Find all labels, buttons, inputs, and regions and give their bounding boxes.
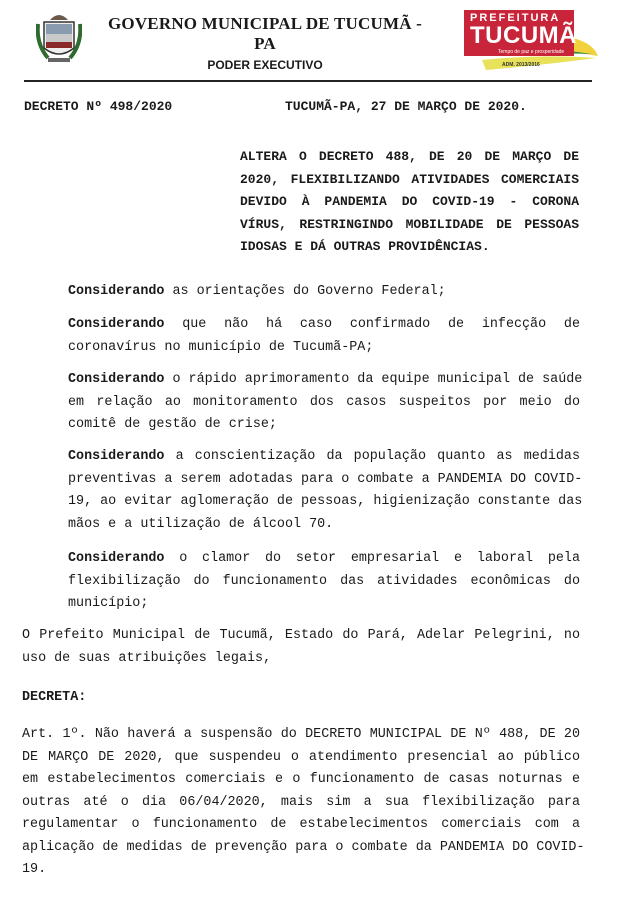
considerando-lead: Considerando bbox=[68, 449, 165, 464]
paragraph-line: preventivas a serem adotadas para o combate a PANDEMIA DO COVID- bbox=[68, 471, 583, 487]
article-line: Art. 1º. Não haverá a suspensão do DECRETO MUNICIPAL DE Nº 488, DE 20 bbox=[22, 727, 580, 742]
considerando-lead: Considerando bbox=[68, 551, 165, 566]
article-line: regulamentar o funcionamento de estabelecimentos comerciais com a bbox=[22, 817, 580, 832]
considerando-paragraph bbox=[68, 446, 583, 536]
decreta-heading: DECRETA: bbox=[22, 690, 87, 705]
summary-line: ALTERA O DECRETO 488, DE 20 DE MARÇO DE bbox=[240, 149, 579, 164]
decree-number: DECRETO Nº 498/2020 bbox=[24, 99, 173, 114]
paragraph-line bbox=[68, 369, 583, 392]
municipal-coat-of-arms bbox=[36, 10, 82, 66]
prefeito-paragraph bbox=[22, 625, 580, 670]
logo-tagline: Tempo de paz e prosperidade bbox=[498, 49, 565, 55]
considerando-paragraph bbox=[68, 314, 580, 359]
logo-box bbox=[464, 10, 577, 56]
considerando-paragraph bbox=[68, 548, 580, 616]
paragraph-line: O Prefeito Municipal de Tucumã, Estado do Pará, Adelar Pelegrini, no bbox=[22, 628, 580, 643]
paragraph-line: flexibilização do funcionamento das atividades econômicas do bbox=[68, 573, 580, 589]
government-subtitle: PODER EXECUTIVO bbox=[207, 58, 323, 72]
paragraph-line: 19, ao evitar aglomeração de pessoas, higienização constante das bbox=[68, 494, 583, 509]
paragraph-line: em relação ao monitoramento dos casos suspeitos por meio do bbox=[68, 394, 580, 410]
article-line: outras até o dia 06/04/2020, mais sim a sua flexibilização para bbox=[22, 794, 580, 810]
summary-line: VÍRUS, RESTRINGINDO MOBILIDADE DE PESSOAS bbox=[240, 216, 579, 232]
summary-line: IDOSAS E DÁ OUTRAS PROVIDÊNCIAS. bbox=[240, 239, 490, 254]
logo-line2: TUCUMÃ bbox=[470, 22, 577, 49]
paragraph-line bbox=[68, 281, 580, 304]
place-date: TUCUMÃ-PA, 27 DE MARÇO DE 2020. bbox=[285, 99, 527, 114]
decree-summary bbox=[240, 146, 579, 259]
paragraph-line: coronavírus no município de Tucumã-PA; bbox=[68, 339, 374, 355]
paragraph-line bbox=[68, 548, 580, 571]
paragraph-line: mãos e a utilização de álcool 70. bbox=[68, 516, 334, 532]
paragraph-line bbox=[68, 314, 580, 337]
logo-line1: PREFEITURA bbox=[470, 12, 561, 24]
considerando-text: a conscientização da população quanto as medidas bbox=[175, 449, 580, 464]
considerando-paragraph bbox=[68, 281, 580, 304]
logo-adm: ADM. 2013/2016 bbox=[502, 62, 540, 68]
considerando-text: o clamor do setor empresarial e laboral pela bbox=[179, 551, 580, 566]
paragraph-line: uso de suas atribuições legais, bbox=[22, 650, 272, 666]
summary-line: DEVIDO À PANDEMIA DO COVID-19 - CORONA bbox=[240, 194, 579, 209]
considerando-text: o rápido aprimoramento da equipe municipal de saúde bbox=[172, 372, 583, 387]
prefeitura-logo bbox=[462, 10, 602, 74]
considerando-text: que não há caso confirmado de infecção de bbox=[182, 317, 580, 332]
government-title: GOVERNO MUNICIPAL DE TUCUMÃ - PA bbox=[107, 14, 422, 53]
considerando-text: as orientações do Governo Federal; bbox=[172, 284, 446, 299]
letterhead bbox=[100, 14, 430, 72]
considerando-lead: Considerando bbox=[68, 317, 165, 332]
article-line: DE MARÇO DE 2020, que suspendeu o atendimento presencial ao público bbox=[22, 749, 580, 765]
considerando-paragraph bbox=[68, 369, 583, 437]
article-line: 19. bbox=[22, 862, 47, 877]
considerando-lead: Considerando bbox=[68, 372, 165, 387]
considerando-lead: Considerando bbox=[68, 284, 165, 299]
paragraph-line bbox=[68, 446, 580, 469]
article-1 bbox=[22, 724, 585, 882]
paragraph-line: comitê de gestão de crise; bbox=[68, 417, 277, 432]
summary-line: 2020, FLEXIBILIZANDO ATIVIDADES COMERCIAIS bbox=[240, 171, 579, 187]
article-line: em estabelecimentos comerciais e o funcionamento de casas noturnas e bbox=[22, 772, 580, 787]
article-line: aplicação de medidas de prevenção para o combate da PANDEMIA DO COVID- bbox=[22, 839, 585, 855]
paragraph-line: município; bbox=[68, 596, 149, 611]
header-divider bbox=[24, 80, 592, 82]
